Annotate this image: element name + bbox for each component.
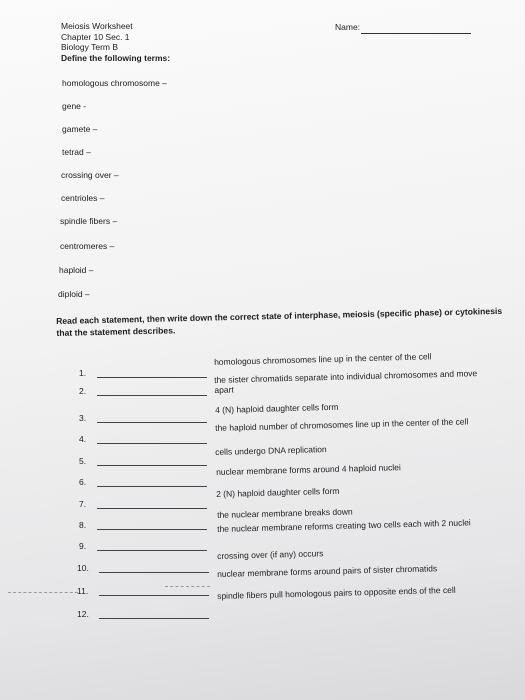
statement: crossing over (if any) occurs: [217, 548, 324, 561]
term-spindle-fibers: spindle fibers –: [60, 216, 118, 226]
statement: 2 (N) haploid daughter cells form: [216, 485, 340, 499]
row-number: 9.: [79, 541, 87, 551]
term-centrioles: centrioles –: [61, 193, 105, 203]
row-number: 5.: [79, 456, 87, 466]
name-label: Name:: [335, 22, 361, 32]
answer-blank[interactable]: [97, 422, 207, 423]
answer-blank[interactable]: [97, 465, 207, 466]
statement: cells undergo DNA replication: [215, 444, 327, 457]
pencil-mark: [165, 586, 210, 587]
answer-blank[interactable]: [97, 486, 207, 487]
term-gene: gene -: [62, 101, 87, 111]
statement: nuclear membrane forms around 4 haploid nuclei: [216, 462, 401, 477]
answer-blank[interactable]: [99, 618, 209, 619]
term-crossing-over: crossing over –: [61, 170, 119, 180]
row-number: 2.: [79, 386, 87, 396]
statement: the sister chromatids separate into individual chromosomes and move apart: [214, 368, 478, 395]
answer-blank[interactable]: [97, 508, 207, 509]
statement: 4 (N) haploid daughter cells form: [215, 401, 339, 415]
term-homologous-chromosome: homologous chromosome –: [62, 78, 167, 88]
term-tetrad: tetrad –: [62, 147, 91, 157]
pencil-mark: [8, 592, 78, 593]
term-centromeres: centromeres –: [60, 241, 115, 251]
row-number: 12.: [77, 609, 89, 619]
worksheet-title: Meiosis Worksheet: [61, 21, 133, 31]
answer-blank[interactable]: [99, 595, 209, 596]
term-haploid: haploid –: [59, 265, 94, 275]
chapter-label: Chapter 10 Sec. 1: [61, 31, 130, 42]
answer-blank[interactable]: [99, 572, 209, 573]
row-number: 6.: [79, 477, 87, 487]
name-field[interactable]: [361, 33, 471, 34]
answer-blank[interactable]: [97, 395, 207, 396]
answer-blank[interactable]: [97, 443, 207, 444]
row-number: 8.: [79, 520, 87, 530]
statement: nuclear membrane forms around pairs of sister chromatids: [217, 563, 438, 579]
term-diploid: diploid –: [58, 289, 90, 299]
row-number: 11.: [77, 586, 89, 596]
row-number: 3.: [79, 413, 87, 423]
row-number: 7.: [79, 499, 87, 509]
answer-blank[interactable]: [97, 550, 207, 551]
answer-blank[interactable]: [97, 377, 207, 378]
statement: the haploid number of chromosomes line up in the center of the cell: [215, 416, 469, 433]
instructions: Read each statement, then write down the correct state of interphase, meiosis (specific phase) or cytokinesis that the statement describes.: [56, 305, 503, 338]
row-number: 10.: [77, 563, 89, 573]
row-number: 1.: [79, 368, 87, 378]
statement: spindle fibers pull homologous pairs to opposite ends of the cell: [217, 584, 456, 601]
worksheet-header: [61, 21, 170, 63]
define-prompt: Define the following terms:: [61, 52, 171, 63]
course-label: Biology Term B: [61, 42, 119, 52]
statement: homologous chromosomes line up in the center of the cell: [214, 351, 432, 367]
term-gamete: gamete –: [62, 124, 98, 134]
statement: the nuclear membrane reforms creating two cells each with 2 nuclei: [217, 517, 471, 534]
row-number: 4.: [79, 434, 87, 444]
statement: the nuclear membrane breaks down: [217, 506, 353, 520]
answer-blank[interactable]: [97, 529, 207, 530]
